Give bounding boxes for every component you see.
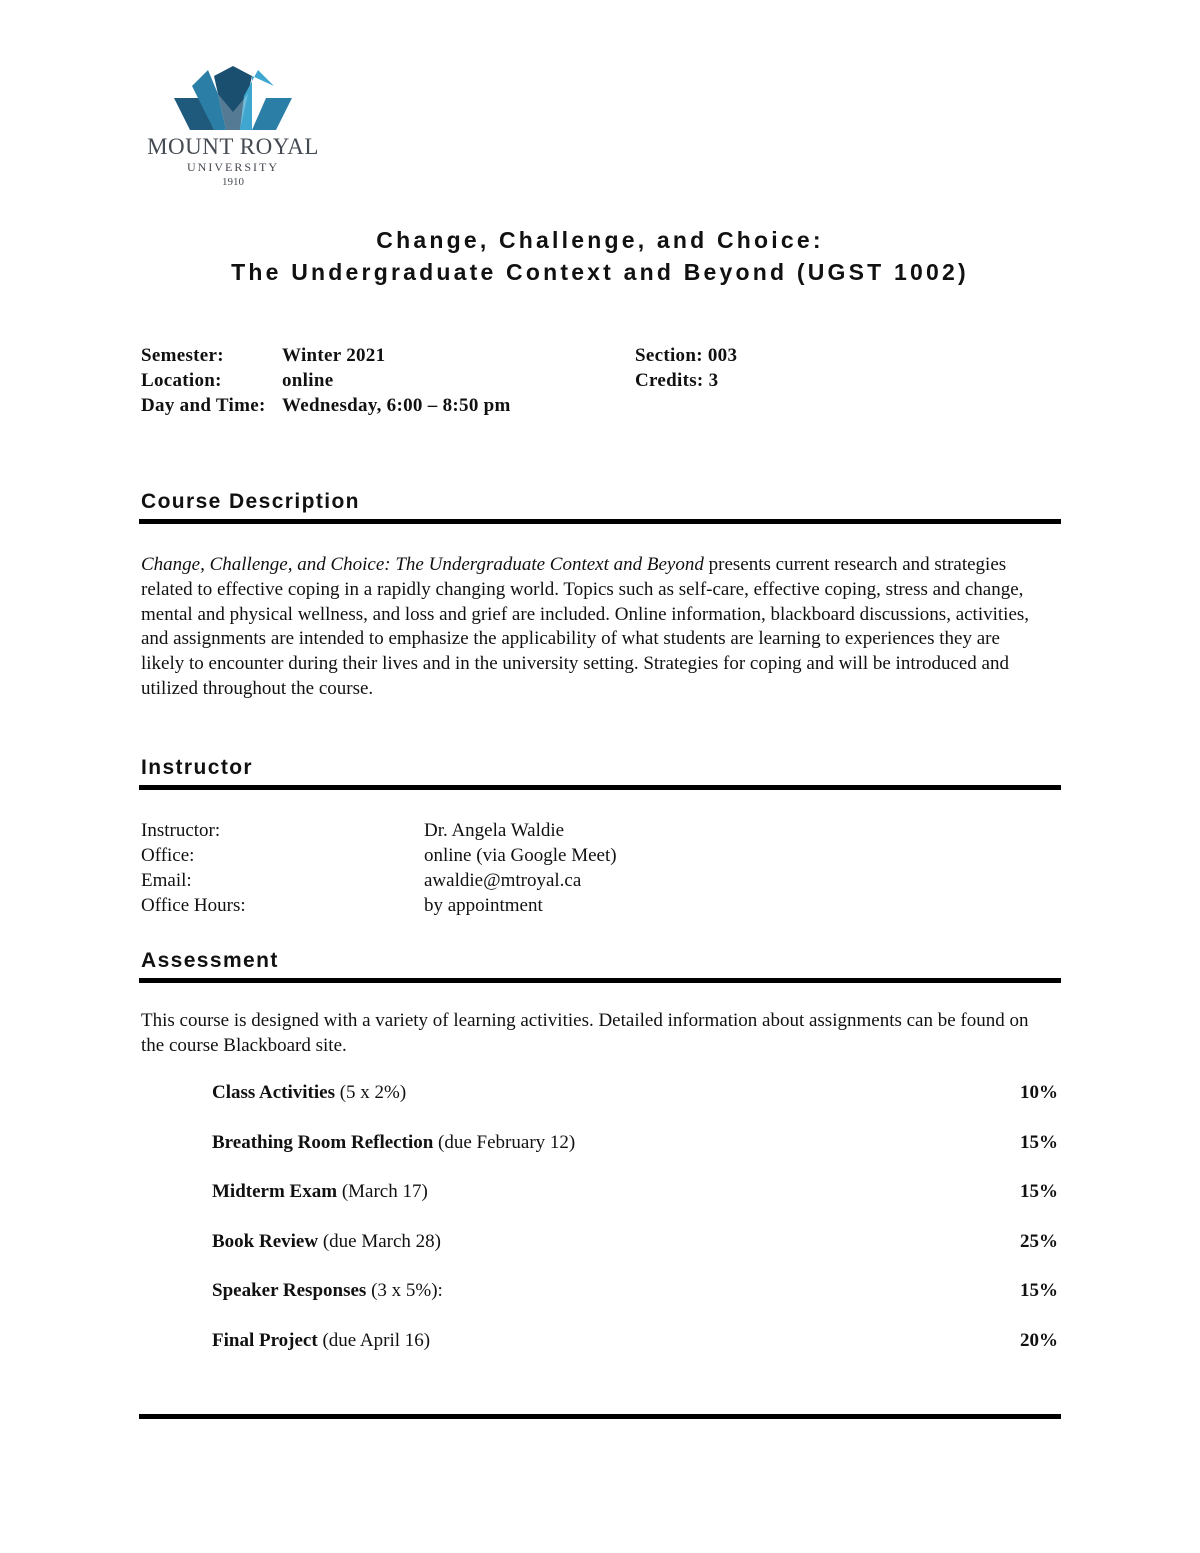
email-row: [141, 868, 841, 893]
assessment-item-weight: 15%: [1020, 1181, 1058, 1202]
course-description-body: presents current research and strategies related to effective coping in a rapidly changing world. Topics such as self-care, effective coping, stress and change, mental and physical wellness, and loss and grief are included. Online information, blackboard discussions, activities, and assignments are intended to emphasize the applicability of what students are learning to experiences they are likely to encounter during their lives and in the university setting. Strategies for coping and will be introduced and utilized throughout the course.: [141, 554, 1030, 699]
assessment-item-detail: (5 x 2%): [334, 1082, 407, 1103]
office-value: online (via Google Meet): [424, 845, 617, 866]
assessment-item-weight: 10%: [1020, 1082, 1058, 1103]
assessment-list: [212, 1082, 1060, 1379]
course-description-heading: Course Description: [141, 490, 360, 513]
email-value: awaldie@mtroyal.ca: [424, 870, 582, 891]
office-row: [141, 843, 841, 868]
instructor-heading: Instructor: [141, 756, 254, 779]
instructor-row: [141, 818, 841, 843]
assessment-item: [212, 1181, 1060, 1231]
assessment-item-detail: (due April 16): [317, 1329, 431, 1351]
assessment-item-name: Breathing Room Reflection: [212, 1131, 434, 1153]
course-title-line-1: Change, Challenge, and Choice:: [376, 227, 824, 253]
assessment-item: [212, 1082, 1060, 1132]
section-divider: [139, 978, 1061, 983]
section-divider: [139, 519, 1061, 524]
course-meta-right: [635, 343, 935, 398]
assessment-item-weight: 15%: [1020, 1280, 1058, 1301]
credits-value: Credits: 3: [635, 370, 719, 391]
course-title-line-2: The Undergraduate Context and Beyond (UGST 1002): [231, 259, 969, 285]
semester-label: Semester:: [141, 345, 224, 366]
assessment-item: [212, 1330, 1060, 1380]
logo-name: MOUNT ROYAL: [147, 134, 319, 159]
instructor-info: [141, 818, 841, 918]
assessment-item-name: Class Activities: [212, 1082, 335, 1103]
location-value: online: [282, 370, 334, 391]
assessment-item-detail: (due March 28): [318, 1230, 442, 1252]
daytime-value: Wednesday, 6:00 – 8:50 pm: [282, 395, 511, 416]
office-hours-label: Office Hours:: [141, 895, 246, 916]
course-meta-left: [141, 343, 601, 423]
assessment-item-name: Speaker Responses: [212, 1280, 367, 1301]
assessment-item-name: Final Project: [212, 1329, 318, 1351]
location-label: Location:: [141, 370, 222, 391]
page-bottom-divider: [139, 1414, 1061, 1419]
course-title-italic: Change, Challenge, and Choice: The Undergraduate Context and Beyond: [141, 554, 704, 575]
section-divider: [139, 785, 1061, 790]
office-hours-row: [141, 893, 841, 918]
assessment-item-weight: 15%: [1020, 1131, 1058, 1153]
email-label: Email:: [141, 870, 192, 891]
daytime-label: Day and Time:: [141, 395, 266, 416]
crown-mark-icon: [174, 66, 292, 130]
instructor-name: Dr. Angela Waldie: [424, 820, 565, 841]
assessment-item-weight: 20%: [1020, 1329, 1058, 1351]
logo-year: 1910: [222, 176, 244, 188]
university-logo: [138, 66, 328, 191]
assessment-item-detail: (3 x 5%):: [366, 1280, 443, 1301]
office-hours-value: by appointment: [424, 895, 543, 916]
assessment-item-weight: 25%: [1020, 1230, 1058, 1252]
section-value: Section: 003: [635, 345, 738, 366]
assessment-item-name: Midterm Exam: [212, 1181, 338, 1202]
assessment-item: [212, 1132, 1060, 1182]
assessment-item-detail: (March 17): [337, 1181, 428, 1202]
assessment-intro: This course is designed with a variety of learning activities. Detailed information about assignments can be found on the course Blackboard site.: [141, 1010, 1029, 1056]
course-description-text: [141, 553, 1046, 702]
assessment-item-detail: (due February 12): [433, 1131, 576, 1153]
assessment-item: [212, 1231, 1060, 1281]
assessment-heading: Assessment: [141, 949, 279, 972]
logo-subtitle: UNIVERSITY: [187, 160, 279, 174]
office-label: Office:: [141, 845, 195, 866]
assessment-item-name: Book Review: [212, 1230, 319, 1252]
instructor-label: Instructor:: [141, 820, 221, 841]
assessment-item: [212, 1280, 1060, 1330]
semester-value: Winter 2021: [282, 345, 386, 366]
